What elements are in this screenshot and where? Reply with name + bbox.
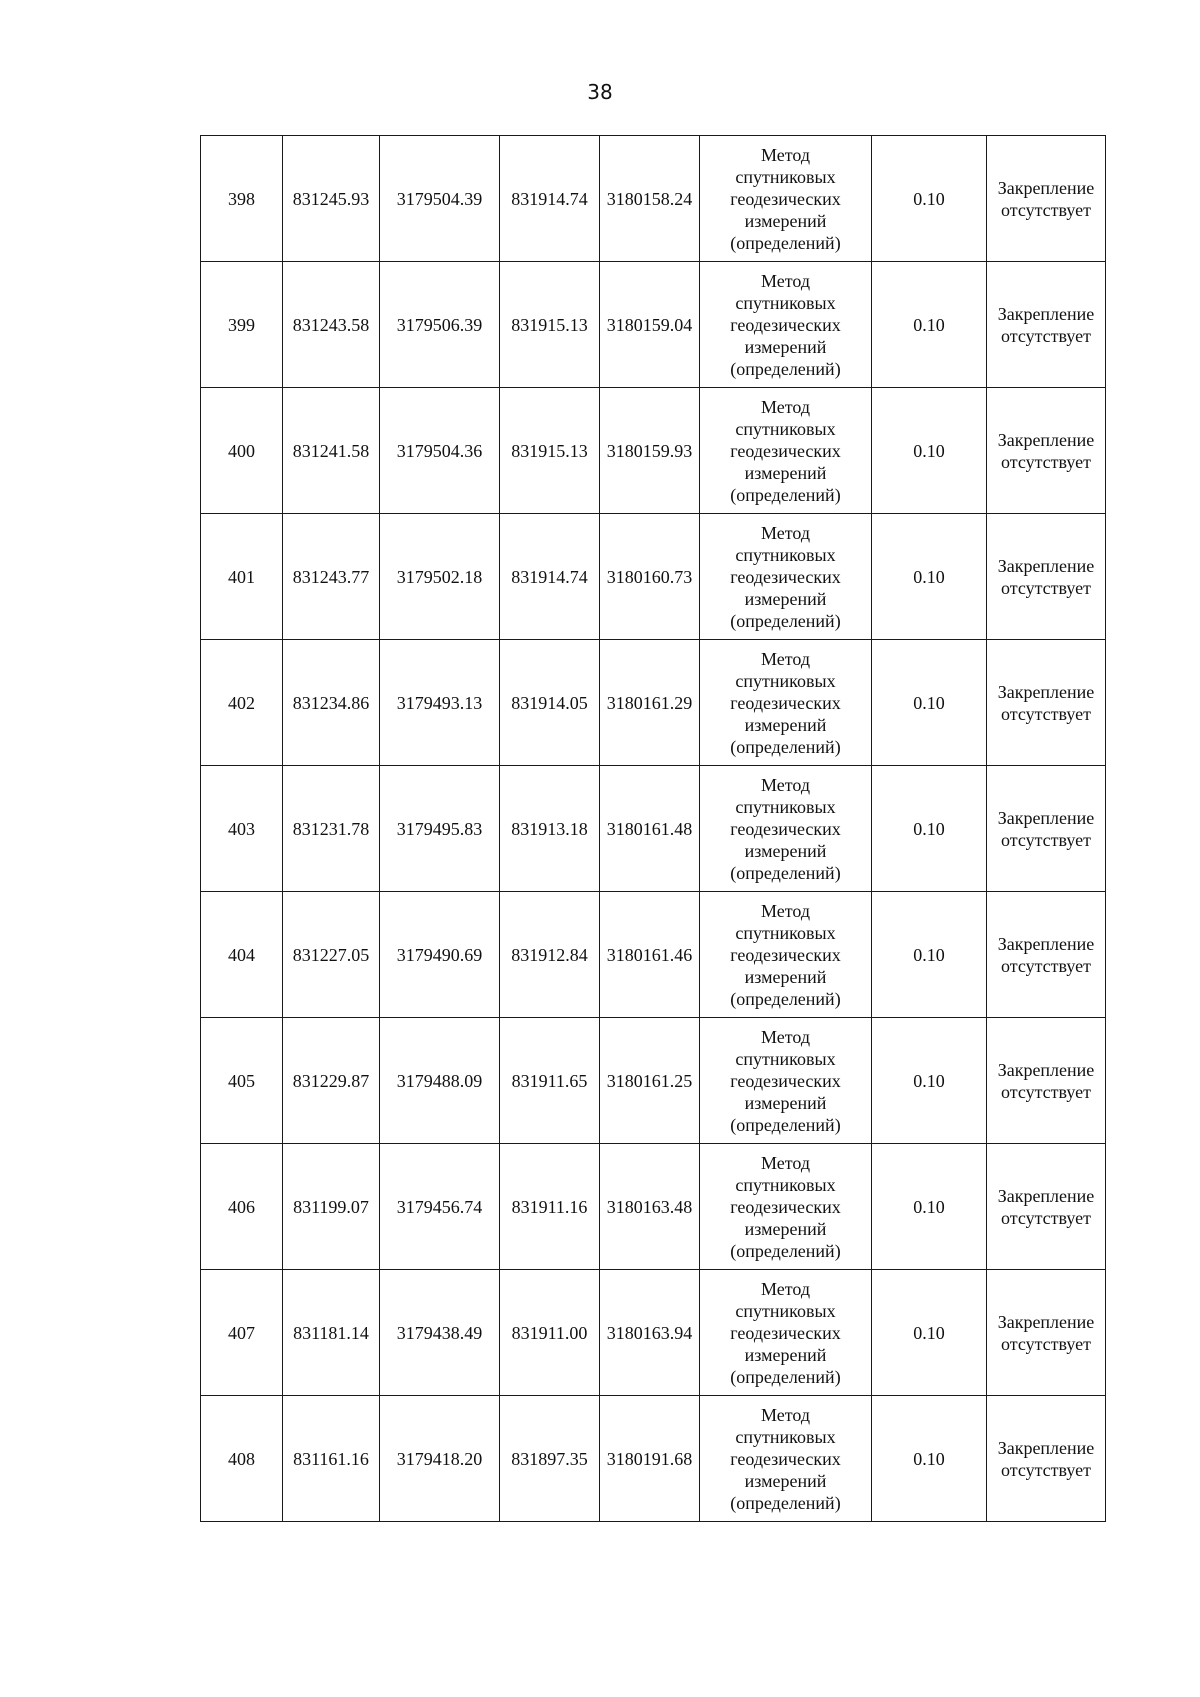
y-coordinate-cell: 3180161.48 [600,766,700,892]
method-text: Метод [760,1404,811,1425]
fixation-cell [987,892,1106,1018]
method-text: измерений [744,840,827,861]
x-coordinate-cell: 831913.18 [500,766,600,892]
method-text: (определений) [730,484,841,505]
method-text: Метод [760,774,811,795]
x-coordinate-cell: 831243.58 [283,262,380,388]
x-coordinate-cell: 831897.35 [500,1396,600,1522]
method-text: геодезических [730,188,841,209]
method-text: спутниковых [735,1300,836,1321]
fixation-text: Закрепление [997,933,1095,954]
y-coordinate-cell: 3179418.20 [380,1396,500,1522]
x-coordinate-cell: 831234.86 [283,640,380,766]
point-number-cell: 405 [201,1018,283,1144]
point-number-cell: 407 [201,1270,283,1396]
method-text: спутниковых [735,922,836,943]
fixation-text: отсутствует [1000,829,1092,850]
fixation-text: Закрепление [997,177,1095,198]
method-text: (определений) [730,988,841,1009]
table-row [201,514,1106,640]
fixation-text: отсутствует [1000,1207,1092,1228]
y-coordinate-cell: 3180158.24 [600,136,700,262]
fixation-cell [987,262,1106,388]
y-coordinate-cell: 3179495.83 [380,766,500,892]
fixation-text: Закрепление [997,807,1095,828]
table-row [201,1270,1106,1396]
accuracy-cell: 0.10 [872,1396,987,1522]
method-text: измерений [744,966,827,987]
y-coordinate-cell: 3180163.94 [600,1270,700,1396]
accuracy-cell: 0.10 [872,1144,987,1270]
accuracy-cell: 0.10 [872,262,987,388]
method-text: геодезических [730,1448,841,1469]
y-coordinate-cell: 3180159.04 [600,262,700,388]
method-text: Метод [760,900,811,921]
method-cell [700,1396,872,1522]
method-text: спутниковых [735,1426,836,1447]
x-coordinate-cell: 831229.87 [283,1018,380,1144]
method-text: геодезических [730,314,841,335]
method-text: спутниковых [735,1048,836,1069]
method-text: измерений [744,462,827,483]
method-text: геодезических [730,566,841,587]
method-text: (определений) [730,1492,841,1513]
fixation-cell [987,1270,1106,1396]
y-coordinate-cell: 3180159.93 [600,388,700,514]
fixation-text: отсутствует [1000,955,1092,976]
fixation-cell [987,766,1106,892]
method-cell [700,640,872,766]
method-text: измерений [744,1092,827,1113]
method-text: (определений) [730,358,841,379]
point-number-cell: 399 [201,262,283,388]
table-row [201,766,1106,892]
method-text: Метод [760,648,811,669]
y-coordinate-cell: 3179438.49 [380,1270,500,1396]
method-text: геодезических [730,440,841,461]
method-text: (определений) [730,1240,841,1261]
fixation-cell [987,1144,1106,1270]
table-row [201,1018,1106,1144]
method-cell [700,514,872,640]
y-coordinate-cell: 3179504.39 [380,136,500,262]
fixation-text: Закрепление [997,1437,1095,1458]
y-coordinate-cell: 3179490.69 [380,892,500,1018]
table-row [201,262,1106,388]
method-text: спутниковых [735,418,836,439]
fixation-text: Закрепление [997,1311,1095,1332]
method-text: (определений) [730,736,841,757]
y-coordinate-cell: 3179488.09 [380,1018,500,1144]
table-row [201,640,1106,766]
method-cell [700,262,872,388]
x-coordinate-cell: 831911.65 [500,1018,600,1144]
y-coordinate-cell: 3179493.13 [380,640,500,766]
method-text: измерений [744,1470,827,1491]
method-text: геодезических [730,692,841,713]
method-cell [700,892,872,1018]
x-coordinate-cell: 831243.77 [283,514,380,640]
method-text: измерений [744,1218,827,1239]
x-coordinate-cell: 831231.78 [283,766,380,892]
point-number-cell: 398 [201,136,283,262]
x-coordinate-cell: 831199.07 [283,1144,380,1270]
y-coordinate-cell: 3179504.36 [380,388,500,514]
method-text: (определений) [730,1366,841,1387]
method-text: (определений) [730,610,841,631]
x-coordinate-cell: 831911.00 [500,1270,600,1396]
x-coordinate-cell: 831161.16 [283,1396,380,1522]
method-text: геодезических [730,944,841,965]
fixation-text: отсутствует [1000,1459,1092,1480]
fixation-text: отсутствует [1000,199,1092,220]
table-row [201,1396,1106,1522]
method-text: геодезических [730,818,841,839]
x-coordinate-cell: 831912.84 [500,892,600,1018]
fixation-cell [987,388,1106,514]
method-text: измерений [744,210,827,231]
method-text: (определений) [730,1114,841,1135]
x-coordinate-cell: 831241.58 [283,388,380,514]
fixation-text: отсутствует [1000,325,1092,346]
y-coordinate-cell: 3180161.25 [600,1018,700,1144]
fixation-text: Закрепление [997,429,1095,450]
method-cell [700,1018,872,1144]
x-coordinate-cell: 831914.74 [500,514,600,640]
method-text: спутниковых [735,670,836,691]
y-coordinate-cell: 3180163.48 [600,1144,700,1270]
x-coordinate-cell: 831914.05 [500,640,600,766]
fixation-text: отсутствует [1000,1081,1092,1102]
x-coordinate-cell: 831915.13 [500,262,600,388]
point-number-cell: 406 [201,1144,283,1270]
x-coordinate-cell: 831181.14 [283,1270,380,1396]
table-row [201,1144,1106,1270]
method-text: Метод [760,1152,811,1173]
point-number-cell: 403 [201,766,283,892]
fixation-text: Закрепление [997,681,1095,702]
accuracy-cell: 0.10 [872,1270,987,1396]
y-coordinate-cell: 3179502.18 [380,514,500,640]
y-coordinate-cell: 3180161.46 [600,892,700,1018]
method-text: геодезических [730,1196,841,1217]
method-text: геодезических [730,1070,841,1091]
accuracy-cell: 0.10 [872,514,987,640]
method-text: (определений) [730,862,841,883]
method-text: измерений [744,336,827,357]
method-text: спутниковых [735,292,836,313]
method-cell [700,1270,872,1396]
method-text: измерений [744,714,827,735]
table-row [201,136,1106,262]
method-text: геодезических [730,1322,841,1343]
point-number-cell: 402 [201,640,283,766]
x-coordinate-cell: 831915.13 [500,388,600,514]
page-number: 38 [587,80,613,104]
method-text: (определений) [730,232,841,253]
method-text: Метод [760,270,811,291]
y-coordinate-cell: 3180160.73 [600,514,700,640]
point-number-cell: 400 [201,388,283,514]
accuracy-cell: 0.10 [872,892,987,1018]
table-row [201,892,1106,1018]
point-number-cell: 408 [201,1396,283,1522]
point-number-cell: 404 [201,892,283,1018]
y-coordinate-cell: 3180191.68 [600,1396,700,1522]
y-coordinate-cell: 3180161.29 [600,640,700,766]
fixation-cell [987,1018,1106,1144]
y-coordinate-cell: 3179506.39 [380,262,500,388]
method-text: Метод [760,522,811,543]
method-text: измерений [744,588,827,609]
fixation-text: Закрепление [997,303,1095,324]
fixation-text: отсутствует [1000,451,1092,472]
fixation-cell [987,1396,1106,1522]
fixation-text: отсутствует [1000,577,1092,598]
method-text: измерений [744,1344,827,1365]
accuracy-cell: 0.10 [872,640,987,766]
fixation-cell [987,136,1106,262]
method-text: Метод [760,144,811,165]
method-text: спутниковых [735,1174,836,1195]
fixation-cell [987,640,1106,766]
x-coordinate-cell: 831911.16 [500,1144,600,1270]
accuracy-cell: 0.10 [872,1018,987,1144]
accuracy-cell: 0.10 [872,766,987,892]
accuracy-cell: 0.10 [872,136,987,262]
method-cell [700,136,872,262]
fixation-text: отсутствует [1000,703,1092,724]
x-coordinate-cell: 831914.74 [500,136,600,262]
fixation-text: отсутствует [1000,1333,1092,1354]
accuracy-cell: 0.10 [872,388,987,514]
fixation-text: Закрепление [997,555,1095,576]
fixation-text: Закрепление [997,1185,1095,1206]
method-cell [700,388,872,514]
method-text: Метод [760,1278,811,1299]
x-coordinate-cell: 831245.93 [283,136,380,262]
method-text: Метод [760,396,811,417]
method-text: спутниковых [735,544,836,565]
method-cell [700,1144,872,1270]
method-text: спутниковых [735,166,836,187]
table-row [201,388,1106,514]
fixation-text: Закрепление [997,1059,1095,1080]
fixation-cell [987,514,1106,640]
method-cell [700,766,872,892]
x-coordinate-cell: 831227.05 [283,892,380,1018]
coordinates-table-body [201,136,1106,1522]
method-text: Метод [760,1026,811,1047]
y-coordinate-cell: 3179456.74 [380,1144,500,1270]
point-number-cell: 401 [201,514,283,640]
coordinates-table [200,135,1106,1522]
method-text: спутниковых [735,796,836,817]
